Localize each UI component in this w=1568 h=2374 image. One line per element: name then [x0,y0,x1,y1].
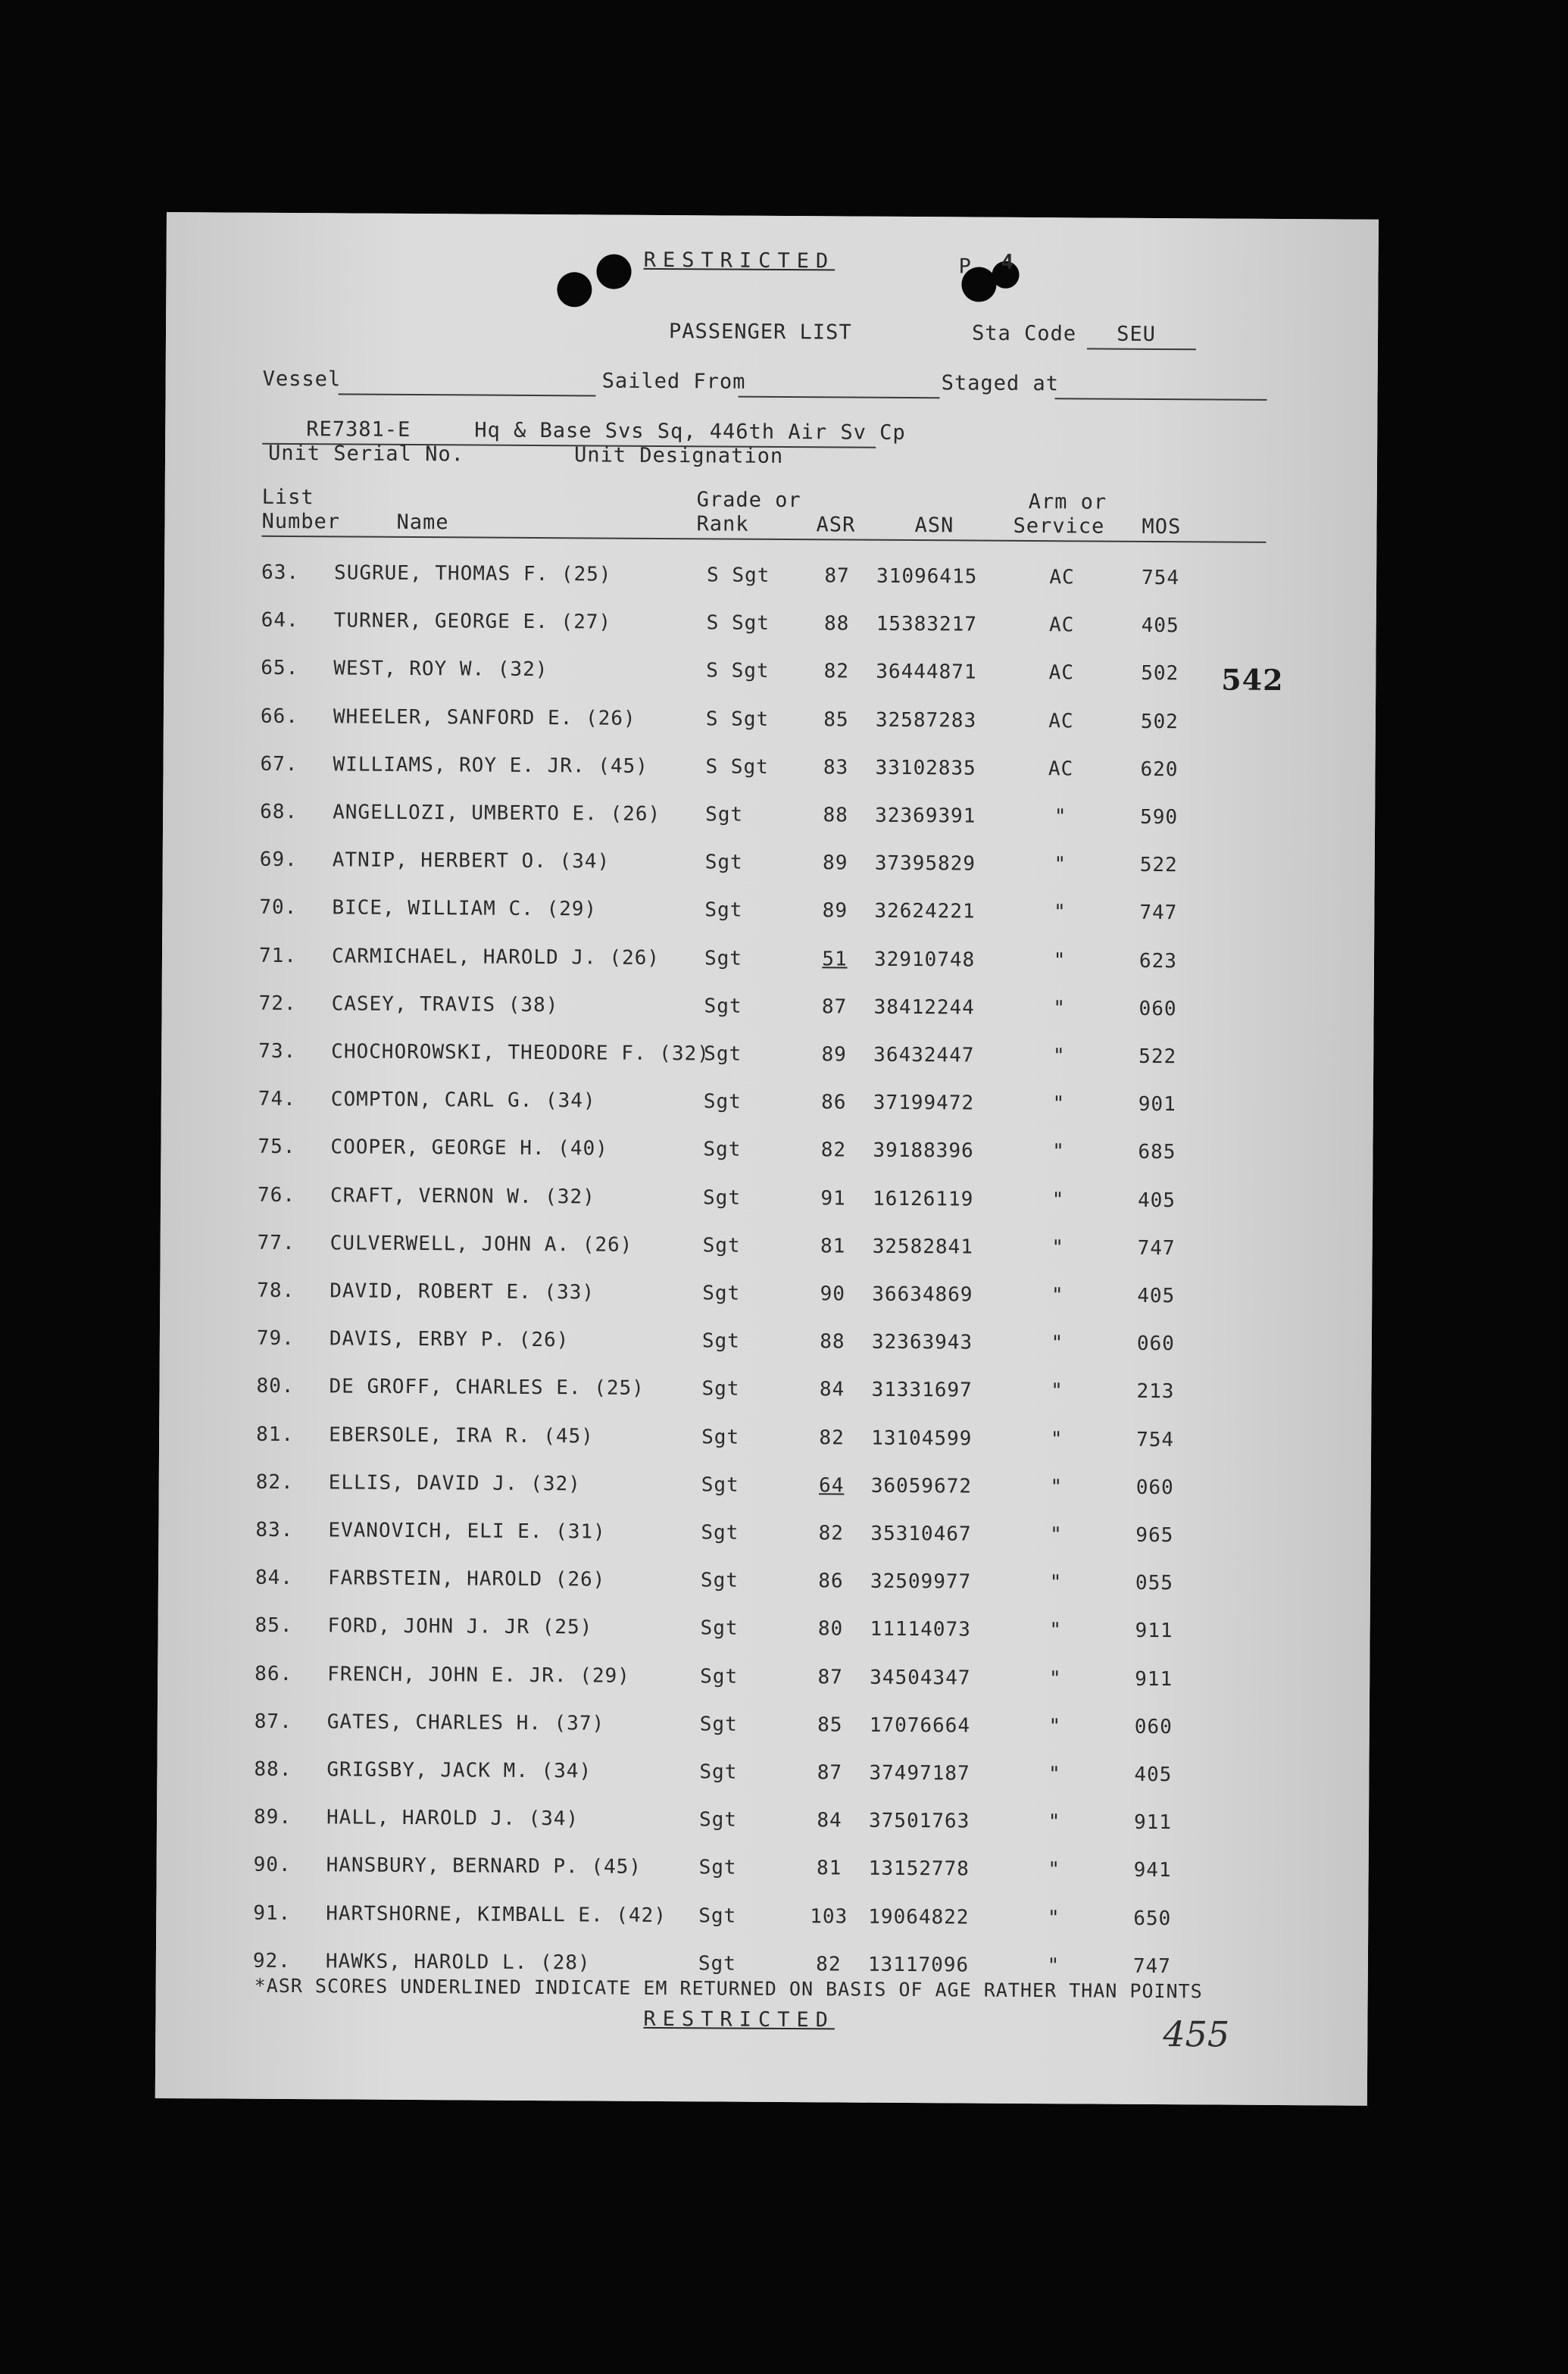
punch-hole [557,272,592,307]
list-number: 86. [255,1662,293,1685]
grade-rank: Sgt [700,1569,739,1592]
grade-rank: S Sgt [706,659,770,683]
grade-rank: Sgt [704,1042,742,1066]
table-row [164,656,1376,694]
asr-score: 84 [819,1378,845,1401]
unit-serial-label: Unit Serial No. [267,441,464,467]
table-row [158,1662,1370,1700]
list-number: 85. [255,1614,293,1638]
arm-service: AC [1048,757,1074,781]
arm-service: " [1052,1092,1066,1116]
grade-rank: Sgt [698,1904,737,1928]
asr-score: 82 [818,1522,845,1545]
grade-rank: Sgt [704,995,742,1018]
sailed-from-label: Sailed From [601,369,746,394]
col-arm-bottom: Service [1013,514,1105,539]
army-serial-number: 36444871 [876,661,977,684]
table-row [158,1518,1370,1556]
arm-service: " [1048,1763,1061,1786]
table-row [158,1710,1370,1748]
mos-code: 754 [1141,566,1180,590]
mos-code: 623 [1139,949,1178,973]
grade-rank: Sgt [702,1234,741,1257]
passenger-name: GRIGSBY, JACK M. (34) [326,1758,592,1783]
army-serial-number: 35310467 [870,1522,972,1546]
list-number: 79. [256,1326,295,1351]
arm-service: " [1051,1188,1065,1211]
passenger-name: BICE, WILLIAM C. (29) [332,896,598,921]
sta-code-value: SEU [1117,322,1157,346]
mos-code: 060 [1135,1476,1174,1499]
grade-rank: Sgt [705,803,744,826]
army-serial-number: 37395829 [874,851,976,876]
table-row [164,561,1376,598]
army-serial-number: 13117096 [867,1953,970,1977]
asr-score: 64 [818,1474,845,1498]
arm-service: " [1050,1475,1064,1499]
table-row [163,848,1375,886]
asr-score: 85 [823,708,849,732]
arm-service: AC [1048,614,1075,637]
list-number: 80. [256,1375,295,1398]
mos-code: 060 [1139,997,1177,1020]
mos-code: 747 [1139,901,1178,925]
army-serial-number: 13152778 [868,1857,970,1881]
grade-rank: S Sgt [706,611,770,636]
mos-code: 405 [1134,1763,1173,1787]
arm-service: " [1054,853,1067,876]
mos-code: 405 [1137,1189,1176,1212]
asr-score: 87 [817,1761,843,1785]
passenger-name: WILLIAMS, ROY E. JR. (45) [333,753,648,778]
asr-score: 88 [820,1330,845,1354]
asr-score: 88 [823,612,850,636]
restricted-heading-bottom: RESTRICTED [643,2007,836,2032]
list-number: 77. [257,1231,295,1254]
mos-code: 685 [1138,1141,1176,1164]
arm-service: " [1052,1140,1065,1164]
arm-service: " [1051,1284,1064,1307]
passenger-name: COOPER, GEORGE H. (40) [330,1135,608,1160]
table-row [162,944,1374,982]
asr-score: 86 [818,1570,844,1593]
arm-service: " [1053,948,1067,972]
list-number: 91. [253,1901,292,1925]
army-serial-number: 31331697 [871,1379,973,1402]
grade-rank: Sgt [698,1856,737,1880]
list-number: 67. [260,752,298,776]
grade-rank: Sgt [701,1425,740,1449]
passenger-name: HAWKS, HAROLD L. (28) [325,1950,591,1975]
army-serial-number: 32509977 [870,1570,972,1594]
arm-service: " [1049,1619,1063,1642]
asr-score: 89 [822,899,848,923]
list-number: 74. [258,1087,296,1111]
grade-rank: Sgt [701,1521,739,1545]
grade-rank: Sgt [703,1138,742,1162]
grade-rank: S Sgt [705,707,770,731]
asr-score: 87 [817,1665,843,1689]
army-serial-number: 38412244 [873,995,975,1020]
stamped-number: 542 [1221,662,1284,698]
col-list-number-bottom: Number [261,509,341,534]
grade-rank: Sgt [704,851,743,874]
grade-rank: Sgt [702,1282,741,1305]
mos-code: 965 [1135,1523,1174,1548]
army-serial-number: 15383217 [876,612,978,636]
asr-score: 81 [816,1857,842,1880]
arm-service: " [1053,996,1067,1020]
unit-serial-value: RE7381-E [306,417,411,442]
mos-code: 620 [1140,757,1179,781]
unit-designation-label: Unit Designation [573,443,784,468]
passenger-name: CHOCHOROWSKI, THEODORE F. (32) [331,1040,710,1066]
arm-service: " [1047,1906,1060,1929]
page-title: PASSENGER LIST [668,320,852,345]
mos-code: 502 [1140,710,1179,733]
sta-code-label: Sta Code [971,321,1077,346]
asr-score: 85 [817,1713,843,1737]
table-row [164,608,1376,646]
mos-code: 213 [1136,1380,1175,1404]
army-serial-number: 32587283 [875,708,977,733]
arm-service: " [1054,805,1067,829]
list-number: 75. [258,1135,296,1159]
asr-score: 88 [823,804,848,827]
handwritten-number: 455 [1163,2013,1230,2055]
list-number: 87. [254,1710,292,1733]
army-serial-number: 32910748 [873,948,976,972]
army-serial-number: 34504347 [870,1666,971,1690]
mos-code: 060 [1134,1715,1173,1738]
army-serial-number: 11114073 [870,1618,971,1641]
list-number: 73. [258,1039,297,1064]
arm-service: AC [1048,661,1075,685]
asr-score: 87 [824,564,850,588]
army-serial-number: 36634869 [872,1282,973,1307]
mos-code: 060 [1136,1332,1175,1356]
army-serial-number: 37497187 [869,1761,970,1785]
passenger-name: DE GROFF, CHARLES E. (25) [329,1375,645,1401]
mos-code: 941 [1133,1859,1172,1882]
passenger-name: HALL, HAROLD J. (34) [326,1806,579,1831]
mos-code: 901 [1138,1093,1176,1117]
table-row [161,1087,1373,1125]
asr-score: 82 [816,1953,842,1976]
table-row [161,1231,1373,1269]
asr-score: 51 [822,947,848,971]
passenger-name: FRENCH, JOHN E. JR. (29) [327,1662,630,1688]
passenger-name: ATNIP, HERBERT O. (34) [332,848,611,873]
vessel-label: Vessel [262,367,342,392]
army-serial-number: 19064822 [868,1905,970,1929]
punch-hole [596,254,631,289]
army-serial-number: 37501763 [868,1809,970,1833]
passenger-name: FORD, JOHN J. JR (25) [327,1614,593,1639]
table-row [159,1423,1371,1460]
list-number: 72. [258,992,297,1015]
grade-rank: Sgt [698,1808,738,1832]
mos-code: 405 [1141,614,1179,638]
list-number: 64. [261,608,299,633]
arm-service: AC [1049,566,1075,589]
mos-code: 747 [1137,1236,1176,1260]
mos-code: 911 [1133,1811,1173,1835]
table-row [157,1805,1369,1843]
list-number: 82. [255,1470,294,1494]
grade-rank: Sgt [702,1185,742,1210]
table-row [160,1326,1372,1364]
army-serial-number: 39188396 [873,1139,974,1163]
list-number: 90. [253,1854,292,1877]
grade-rank: Sgt [701,1377,740,1401]
passenger-name: GATES, CHARLES H. (37) [326,1710,605,1735]
army-serial-number: 33102835 [875,756,976,780]
army-serial-number: 16126119 [872,1187,974,1211]
unit-designation-value: Hq & Base Svs Sq, 446th Air Sv Cp [474,418,906,445]
arm-service: " [1053,901,1067,924]
mos-code: 055 [1135,1572,1174,1595]
arm-service: " [1049,1571,1063,1595]
asr-score: 90 [820,1282,846,1306]
passenger-list-document [155,212,1379,2106]
table-row [163,752,1375,790]
grade-rank: Sgt [700,1664,739,1688]
table-row [156,1901,1368,1939]
arm-service: " [1051,1332,1064,1355]
asr-score: 82 [823,660,850,683]
page-number: 4 [1001,250,1014,274]
table-row [158,1566,1370,1604]
list-number: 65. [261,657,299,680]
table-row [163,800,1375,838]
list-number: 69. [259,848,298,872]
arm-service: " [1052,1045,1066,1068]
col-asr: ASR [816,513,856,537]
passenger-name: ELLIS, DAVID J. (32) [328,1471,581,1496]
arm-service: " [1050,1427,1064,1451]
asr-score: 91 [820,1186,846,1210]
table-row [160,1279,1372,1317]
army-serial-number: 32363943 [871,1330,973,1354]
asr-score: 82 [820,1139,847,1162]
asr-score: 83 [823,756,849,779]
table-row [161,1039,1373,1077]
page-label: P [958,255,972,279]
grade-rank: Sgt [700,1617,739,1641]
restricted-heading-top: RESTRICTED [643,248,836,273]
army-serial-number: 17076664 [869,1713,971,1738]
table-row [161,992,1373,1029]
col-grade-bottom: Rank [696,512,749,536]
army-serial-number: 37199472 [873,1091,975,1115]
table-row [158,1613,1370,1651]
arm-service: " [1051,1235,1065,1260]
asr-score: 84 [817,1809,842,1832]
grade-rank: S Sgt [705,755,769,779]
asr-score: 87 [821,995,848,1019]
passenger-name: EBERSOLE, IRA R. (45) [329,1423,594,1448]
list-number: 71. [258,944,298,967]
passenger-name: DAVID, ROBERT E. (33) [330,1279,595,1304]
passenger-name: DAVIS, ERBY P. (26) [329,1327,570,1352]
army-serial-number: 32624221 [874,900,976,923]
grade-rank: Sgt [701,1329,740,1353]
col-name: Name [396,510,449,535]
grade-rank: S Sgt [706,564,770,587]
table-row [162,895,1374,933]
table-row [157,1757,1369,1795]
mos-code: 522 [1139,1045,1177,1069]
passenger-name: CRAFT, VERNON W. (32) [330,1183,595,1209]
grade-rank: Sgt [701,1473,739,1497]
asr-score: 89 [821,1043,847,1067]
mos-code: 747 [1132,1954,1171,1978]
passenger-name: CASEY, TRAVIS (38) [331,992,559,1017]
asr-score: 89 [823,851,848,875]
army-serial-number: 36059672 [870,1474,973,1498]
grade-rank: Sgt [704,946,743,970]
army-serial-number: 13104599 [871,1426,973,1451]
passenger-name: FARBSTEIN, HAROLD (26) [327,1567,606,1592]
passenger-name: CULVERWELL, JOHN A. (26) [330,1232,633,1257]
table-row [164,704,1376,742]
list-number: 81. [256,1423,295,1446]
list-number: 78. [257,1279,295,1303]
mos-code: 911 [1135,1667,1173,1691]
list-number: 92. [252,1949,291,1973]
mos-code: 522 [1139,854,1178,877]
asr-score: 82 [819,1426,845,1450]
arm-service: " [1051,1379,1064,1403]
staged-at-label: Staged at [941,371,1060,396]
asr-score: 86 [821,1091,847,1114]
list-number: 76. [257,1183,296,1207]
list-number: 83. [255,1518,294,1542]
passenger-name: HANSBURY, BERNARD P. (45) [326,1854,642,1879]
list-number: 66. [260,704,298,728]
table-row [161,1135,1373,1173]
table-row [161,1183,1373,1221]
passenger-name: COMPTON, CARL G. (34) [330,1088,596,1113]
col-grade-top: Grade or [696,488,801,513]
mos-code: 754 [1136,1428,1175,1451]
mos-code: 911 [1135,1620,1173,1643]
col-mos: MOS [1142,514,1182,539]
army-serial-number: 32582841 [872,1235,973,1259]
col-list-number-top: List [261,485,314,510]
arm-service: " [1049,1523,1063,1547]
grade-rank: Sgt [698,1952,736,1976]
asr-score: 103 [810,1904,848,1929]
list-number: 70. [259,896,298,920]
list-number: 63. [261,561,300,585]
list-number: 88. [254,1757,292,1782]
passenger-name: EVANOVICH, ELI E. (31) [328,1519,606,1544]
table-row [159,1374,1371,1412]
list-number: 89. [253,1805,292,1829]
arm-service: " [1047,1954,1060,1978]
table-row [157,1853,1369,1891]
table-row [159,1470,1371,1508]
mos-code: 650 [1133,1907,1172,1930]
asr-score: 81 [820,1235,846,1258]
passenger-name: CARMICHAEL, HAROLD J. (26) [331,944,661,970]
asr-score: 80 [817,1617,844,1641]
mos-code: 502 [1141,662,1179,686]
passenger-name: SUGRUE, THOMAS F. (25) [334,561,612,586]
army-serial-number: 31096415 [876,564,978,589]
passenger-name: ANGELLOZI, UMBERTO E. (26) [333,801,661,826]
arm-service: " [1048,1666,1062,1690]
army-serial-number: 36432447 [873,1043,975,1067]
col-arm-top: Arm or [1028,489,1107,514]
footer-note: *ASR SCORES UNDERLINED INDICATE EM RETURNED ON BASIS OF AGE RATHER THAN POINTS [254,1974,1203,2003]
arm-service: " [1048,1858,1061,1882]
mos-code: 405 [1137,1284,1176,1308]
arm-service: " [1048,1714,1062,1738]
grade-rank: Sgt [699,1760,738,1784]
col-asn: ASN [914,514,954,538]
mos-code: 590 [1140,805,1179,829]
grade-rank: Sgt [699,1713,738,1736]
passenger-name: HARTSHORNE, KIMBALL E. (42) [326,1901,667,1927]
army-serial-number: 32369391 [875,804,976,828]
passenger-name: TURNER, GEORGE E. (27) [333,609,612,634]
list-number: 68. [260,800,298,824]
grade-rank: Sgt [704,898,743,923]
grade-rank: Sgt [703,1090,742,1114]
arm-service: AC [1048,709,1074,733]
arm-service: " [1048,1810,1061,1834]
list-number: 84. [255,1566,294,1590]
passenger-name: WEST, ROY W. (32) [333,657,548,682]
passenger-name: WHEELER, SANFORD E. (26) [333,704,636,730]
